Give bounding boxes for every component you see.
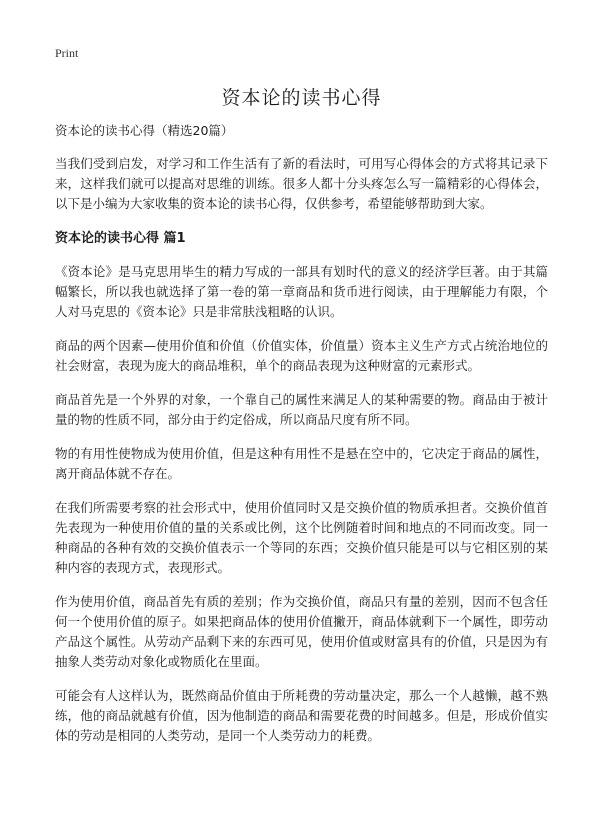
body-paragraph-2: 商品的两个因素—使用价值和价值（价值实体，价值量）资本主义生产方式占统治地位的社会财富，表现为庞大的商品堆积，单个的商品表现为这种财富的元素形式。 [55, 338, 548, 373]
body-paragraph-1: 《资本论》是马克思用毕生的精力写成的一部具有划时代的意义的经济学巨著。由于其篇幅繁长，所以我也就选择了第一卷的第一章商品和货币进行阅读，由于理解能力有限，个人对马克思的《资本论》只是非常肤浅粗略的认识。 [55, 264, 548, 319]
page-title: 资本论的读书心得 [221, 87, 382, 109]
document-subtitle: 资本论的读书心得（精选20篇） [55, 123, 234, 138]
body-paragraph-4: 物的有用性使物成为使用价值，但是这种有用性不是悬在空中的，它决定于商品的属性，离开商品体就不存在。 [55, 446, 548, 481]
section-heading: 资本论的读书心得 篇1 [55, 231, 186, 246]
body-paragraph-6: 作为使用价值，商品首先有质的差别；作为交换价值，商品只有量的差别，因而不包含任何一个使用价值的原子。如果把商品体的使用价值撇开，商品体就剩下一个属性，即劳动产品这个属性。从劳动产品剩下来的东西可见，使用价值或财富具有的价值，只是因为有抽象人类劳动对象化或物质化在里面。 [55, 594, 548, 669]
print-link[interactable]: Print [55, 46, 79, 60]
body-paragraph-5: 在我们所需要考察的社会形式中，使用价值同时又是交换价值的物质承担者。交换价值首先表现为一种使用价值的量的关系或比例，这个比例随着时间和地点的不同而改变。同一种商品的各种有效的交换价值表示一个等同的东西；交换价值只能是可以与它相区别的某种内容的表现方式，表现形式。 [55, 500, 548, 575]
intro-paragraph: 当我们受到启发，对学习和工作生活有了新的看法时，可用写心得体会的方式将其记录下来，这样我们就可以提高对思维的训练。很多人都十分头疼怎么写一篇精彩的心得体会，以下是小编为大家收集的资本论的读书心得，仅供参考，希望能够帮助到大家。 [55, 156, 548, 211]
body-paragraph-7: 可能会有人这样认为，既然商品价值由于所耗费的劳动量决定，那么一个人越懒，越不熟练，他的商品就越有价值，因为他制造的商品和需要花费的时间越多。但是，形成价值实体的劳动是相同的人类劳动，是同一个人类劳动力的耗费。 [55, 688, 548, 743]
body-paragraph-3: 商品首先是一个外界的对象，一个靠自己的属性来满足人的某种需要的物。商品由于被计量的物的性质不同，部分由于约定俗成，所以商品尺度有所不同。 [55, 392, 548, 427]
